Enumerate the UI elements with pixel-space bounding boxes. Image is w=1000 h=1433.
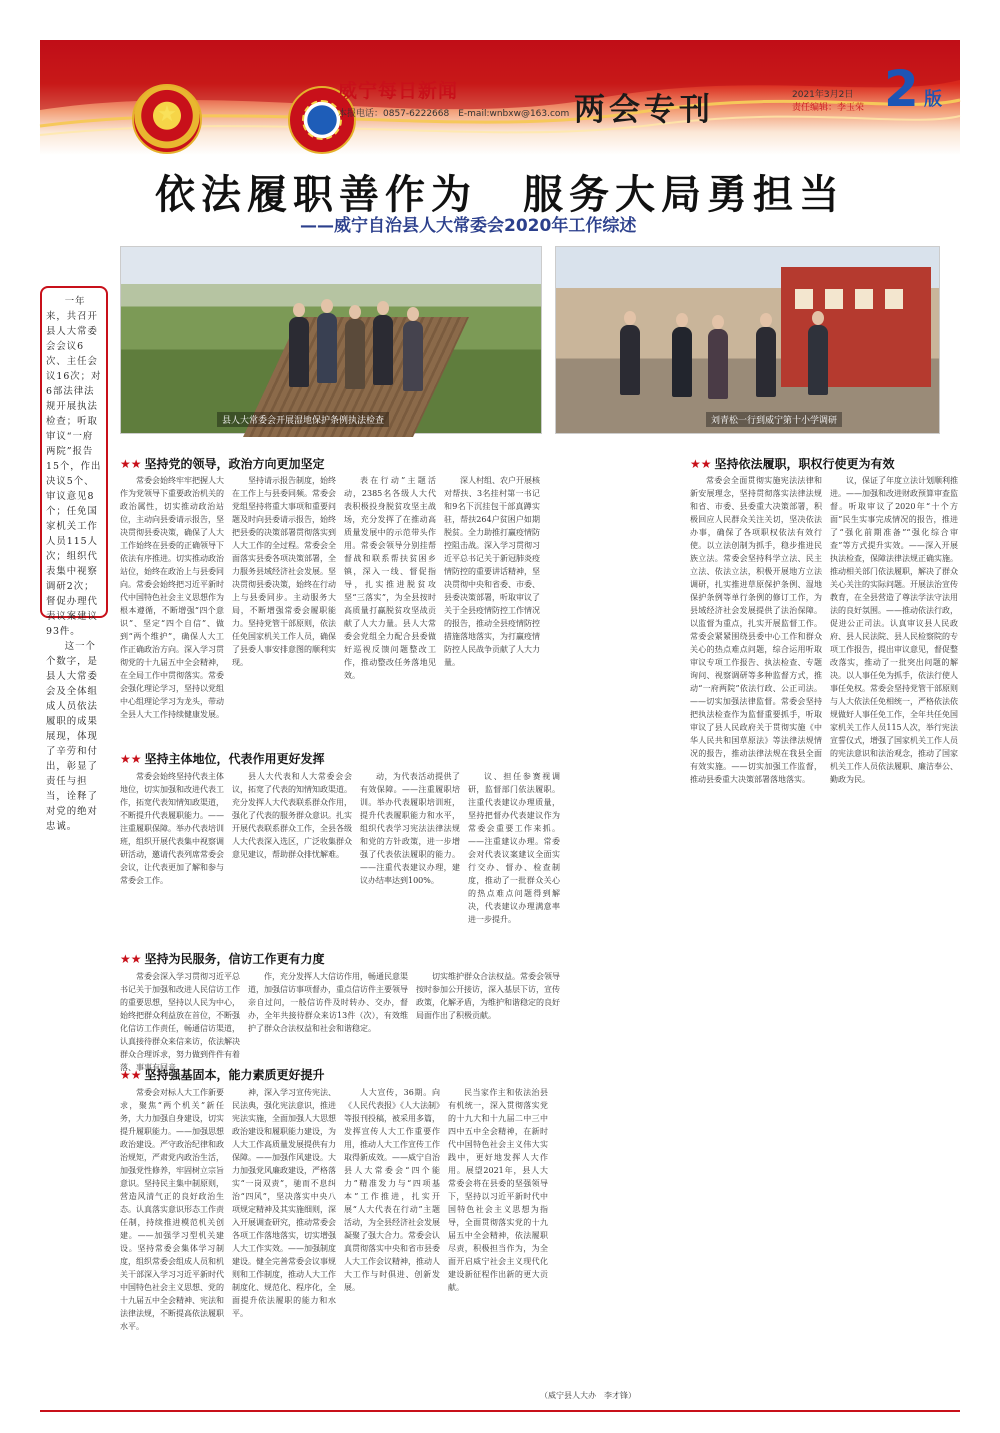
article-paragraph: 议，保证了年度立法计划顺利推进。——加强和改进财政预算审查监督。听取审议了2020年“十个方面”民生实事完成情况的报告，推进了“强化前期准备”“强化综合审查”等方式提升实效。——深入开展执法检查，保障法律法规正确实施。推动相关部门依法履职，解决了群众关心关注的实际问题。开展法治宣传教育，在全县营造了尊法学法守法用法的良好氛围。——推动依法行政，促进公正司法。认真审议县人民政府、县人民法院、县人民检察院的专项工作报告，提出审议意见，督促整改落实，推动了一批突出问题的解决。以人事任免为抓手，依法行使人事任免权。常委会坚持党管干部原则与人大依法任免相统一，严格依法依规做好人事任免工作，全年共任免国家机关工作人员115人次，举行宪法宣誓仪式，增强了国家机关工作人员的宪法意识和法治观念，推动了国家机关工作人员依法履职、廉洁奉公、勤政为民。 bbox=[830, 476, 958, 784]
person-figure bbox=[808, 325, 828, 395]
article-paragraph: 坚持请示报告制度，始终在工作上与县委同频。常委会党组坚持将重大事项和重要问题及时向县委请示报告，始终把县委的决策部署贯彻落实到人大工作的全过程。常委会全面落实县委各项决策部署，全力服务县域经济社会发展。坚决贯彻县委决策，始终在行动上与县委同步。主动服务大局，不断增强常委会履职能力。坚持党管干部原则，依法任免国家机关工作人员，确保了县委人事安排意图的顺利实现。 bbox=[232, 476, 336, 667]
article-column bbox=[690, 474, 822, 1386]
article-paragraph: 动，为代表活动提供了有效保障。——注重履职培训。举办代表履职培训班，提升代表履职能力和水平，组织代表学习宪法法律法规和党的方针政策，进一步增强了代表依法履职的能力。——注重代表建议办理，建议办结率达到100%。 bbox=[360, 772, 460, 885]
article-column bbox=[120, 770, 224, 940]
article-column bbox=[120, 474, 224, 744]
article-paragraph: 表在行动”主题活动，2385名各级人大代表积极投身脱贫攻坚主战场，充分发挥了在推动高质量发展中的示范带头作用。常委会领导分别挂帮督战和联系帮扶贫困乡镇，深入一线、督促指导，扎实推进脱贫攻坚“三落实”，为全县按时高质量打赢脱贫攻坚战贡献了人大力量。县人大常委会党组全力配合县委做好巡视反馈问题整改工作，推动整改任务落地见效。 bbox=[344, 476, 436, 680]
article-column bbox=[120, 970, 240, 1072]
article-paragraph: 神，深入学习宣传宪法、民法典，强化宪法意识，推进宪法实施，全面加强人大思想政治建设和履职能力建设，为人大工作高质量发展提供有力保障。——加强作风建设。大力加强党风廉政建设，严格落实“一岗双责”，驰而不息纠治“四风”，坚决落实中央八项规定精神及其实施细则，深入开展调查研究，推动常委会各项工作落地落实，切实增强人大工作实效。——加强制度建设。健全完善常委会议事规则和工作制度，推动人大工作制度化、规范化、程序化，全面提升依法履职的能力和水平。 bbox=[232, 1088, 336, 1318]
article-paragraph: 常委会全面贯彻实施宪法法律和新安展理念，坚持贯彻落实法律法规和省、市委、县委重大决策部署，积极回应人民群众关注关切，坚决依法办事，确保了各项职权依法有效行使。以立法创制为抓手，稳步推进民族立法。常委会坚持科学立法、民主立法、依法立法，积极开展地方立法调研，扎实推进草原保护条例、湿地保护条例等单行条例的修订工作，为县域经济社会发展提供了法治保障。以监督为重点，扎实开展监督工作。常委会紧紧围绕县委中心工作和群众关心的热点难点问题，综合运用听取审议专项工作报告、执法检查、专题询问、视察调研等多种监督方式，推动“一府两院”依法行政、公正司法。——切实加强法律监督。常委会坚持把执法检查作为监督重要抓手，听取审议了县人民政府关于贯彻实施《中华人民共和国草原法》等法律法规情况的报告，推动法律法规在我县全面有效实施。——切实加强工作监督，推动县委重大决策部署落地落实。 bbox=[690, 476, 822, 784]
section-heading bbox=[120, 1066, 325, 1083]
article-column bbox=[360, 770, 460, 940]
person-figure bbox=[373, 315, 393, 385]
sidebar-paragraph: 一年来，共召开县人大常委会会议6次、主任会议16次；对6部法律法规开展执法检查；听取审议“一府两院”报告15个，作出决议5个、审议意见8个；任免国家机关工作人员115人次；组织代表集中视察调研2次；督促办理代表议案建议93件。 bbox=[46, 296, 102, 637]
photo-caption: 刘青松一行到威宁第十小学调研 bbox=[706, 412, 842, 427]
section-title: 坚持主体地位，代表作用更好发挥 bbox=[144, 752, 325, 766]
section-heading bbox=[120, 750, 325, 767]
person-figure bbox=[672, 327, 692, 397]
person-figure bbox=[708, 329, 728, 399]
section-heading bbox=[120, 455, 325, 472]
responsible-editor: 责任编辑：李玉荣 bbox=[792, 103, 865, 113]
page-number-suffix: 版 bbox=[924, 89, 942, 110]
issue-date: 2021年3月2日 bbox=[792, 90, 854, 100]
star-icon: ★★ bbox=[120, 1068, 142, 1082]
article-paragraph: 人大宣传，36期。向《人民代表报》《人大法制》等报刊投稿，被采用多篇，发挥宣传人大工作重要作用，推动人大工作宣传工作取得新成效。——威宁自治县人大常委会“四个能力”精准发力与“四项基本”工作推进，扎实开展“人大代表在行动”主题活动，为全县经济社会发展凝聚了强大合力。常委会认真贯彻落实中央和省市县委人大工作会议精神，推动人大工作与时俱进、创新发展。 bbox=[344, 1088, 440, 1292]
main-headline: 依法履职善作为 服务大局勇担当 bbox=[155, 172, 845, 218]
sidebar-paragraph: 这一个个数字，是县人大常委会及全体组成人员依法履职的成果展现，体现了辛劳和付出，彰显了责任与担当，诠释了对党的绝对忠诚。 bbox=[46, 641, 98, 832]
star-icon: ★★ bbox=[120, 457, 142, 471]
sub-headline: ——威宁自治县人大常委会2020年工作综述 bbox=[300, 216, 637, 236]
newspaper-contact: 本报电话：0857-6222668 E-mail:wnbxw@163.com bbox=[338, 109, 570, 119]
school-visit-photo bbox=[555, 246, 940, 434]
article-paragraph: 民当家作主和依法治县有机统一，深入贯彻落实党的十九大和十九届二中三中四中五中全会精神，在新时代中国特色社会主义伟大实践中，更好地发挥人大作用。展望2021年，县人大常委会将在县委的坚强领导下，坚持以习近平新时代中国特色社会主义思想为指导，全面贯彻落实党的十九届五中全会精神，依法履职尽责，积极担当作为，为全面开启威宁社会主义现代化建设新征程作出新的更大贡献。 bbox=[448, 1088, 548, 1292]
footer-rule bbox=[40, 1410, 960, 1412]
article-column bbox=[448, 1086, 548, 1386]
article-paragraph: 作，充分发挥人大信访作用，畅通民意渠道，加强信访事项督办，重点信访件主要领导亲自过问，一般信访件及时转办、交办，督办，全年共接待群众来访13件（次），有效维护了群众合法权益和社会和谐稳定。 bbox=[248, 972, 408, 1033]
article-column bbox=[232, 474, 336, 744]
national-emblem-icon: ★ bbox=[132, 84, 202, 154]
person-figure bbox=[403, 321, 423, 391]
photo-caption: 县人大常委会开展湿地保护条例执法检查 bbox=[217, 412, 389, 427]
person-figure bbox=[620, 325, 640, 395]
school-building-graphic bbox=[781, 267, 931, 387]
article-paragraph: 常委会深入学习贯彻习近平总书记关于加强和改进人民信访工作的重要思想，坚持以人民为中心，始终把群众利益放在首位，不断强化信访工作责任，畅通信访渠道，认真接待群众来信来访，依法解决群众合理诉求，努力做到件件有着落、事事有回音。 bbox=[120, 972, 240, 1072]
author-byline: （威宁县人大办 李才锋） bbox=[540, 1391, 636, 1400]
article-paragraph: 深人村组、农户开展核对帮扶、3名挂村第一书记和9名下沉挂包干部真蹲实驻，帮扶264户贫困户如期脱贫。全力助推打赢疫情防控阻击战。深入学习贯彻习近平总书记关于新冠肺炎疫情防控的重要讲话精神，坚决贯彻中央和省委、市委、县委决策部署，听取审议了关于全县疫情防控工作情况的报告，推动全县疫情防控措施落地落实，为打赢疫情防控人民战争贡献了人大力量。 bbox=[444, 476, 540, 667]
star-icon: ★★ bbox=[120, 952, 142, 966]
wetland-inspection-photo bbox=[120, 246, 542, 434]
article-column bbox=[232, 770, 352, 940]
person-figure bbox=[345, 319, 365, 389]
special-edition-title: 两会专刊 bbox=[574, 92, 714, 128]
article-column bbox=[416, 970, 560, 1060]
section-title: 坚持党的领导，政治方向更加坚定 bbox=[144, 457, 325, 471]
star-icon: ★★ bbox=[690, 457, 712, 471]
page-number: 2 bbox=[884, 60, 919, 118]
article-paragraph: 常委会始终坚持代表主体地位，切实加强和改进代表工作，拓宽代表知情知政渠道，不断提升代表履职能力。——注重履职保障。举办代表培训班，组织开展代表集中视察调研活动，邀请代表列席常委会会议，让代表更加了解和参与常委会工作。 bbox=[120, 772, 224, 885]
article-column bbox=[120, 1086, 224, 1386]
article-paragraph: 议、担任参赛视调研，监督部门依法履职。注重代表建议办理质量，坚持把督办代表建议作为常委会重要工作来抓。——注重建议办理。常委会对代表议案建议全面实行交办、督办、检查制度，推动了一批群众关心的热点难点问题得到解决，代表建议办理满意率进一步提升。 bbox=[468, 772, 560, 924]
article-column bbox=[232, 1086, 336, 1386]
summary-sidebar bbox=[40, 286, 108, 832]
section-title: 坚持强基固本，能力素质更好提升 bbox=[144, 1068, 325, 1082]
section-heading bbox=[120, 950, 325, 967]
article-column bbox=[444, 474, 540, 744]
article-column bbox=[248, 970, 408, 1060]
section-title: 坚持为民服务，信访工作更有力度 bbox=[144, 952, 325, 966]
article-paragraph: 切实维护群众合法权益。常委会领导按时参加公开接访，深入基层下访，宣传政策，化解矛盾，为维护和谐稳定的良好局面作出了积极贡献。 bbox=[416, 972, 560, 1020]
article-paragraph: 县人大代表和人大常委会会议，拓宽了代表的知情知政渠道。充分发挥人大代表联系群众作用，强化了代表的服务群众意识。扎实开展代表联系群众工作，全县各级人大代表深入选区，广泛收集群众意见建议，帮助群众排忧解难。 bbox=[232, 772, 352, 859]
article-column bbox=[344, 474, 436, 744]
person-figure bbox=[289, 317, 309, 387]
star-icon: ★★ bbox=[120, 752, 142, 766]
article-column bbox=[468, 770, 560, 940]
section-title: 坚持依法履职，职权行使更为有效 bbox=[714, 457, 895, 471]
article-column bbox=[344, 1086, 440, 1386]
article-column bbox=[830, 474, 958, 1386]
article-paragraph: 常委会始终牢牢把握人大作为党领导下重要政治机关的政治属性，切实推动政治站位，主动向县委请示报告，坚决贯彻县委决策，确保了人大工作始终在县委的正确领导下依法有序推进。切实推动政治站位，始终在政治上与县委同向。常委会始终把习近平新时代中国特色社会主义思想作为根本遵循，不断增强“四个意识”、坚定“四个自信”、做到“两个维护”，确保人大工作正确政治方向。深入学习贯彻党的十九届五中全会精神，在全局工作中贯彻落实。常委会强化理论学习，坚持以党组中心组理论学习为龙头，带动全县人大工作持续健康发展。 bbox=[120, 476, 224, 719]
person-figure bbox=[756, 327, 776, 397]
section-heading bbox=[690, 455, 895, 472]
newspaper-name: 威宁每日新闻 bbox=[338, 80, 459, 102]
person-figure bbox=[317, 313, 337, 383]
article-paragraph: 常委会对标人大工作新要求，聚焦“两个机关”新任务，大力加强自身建设，切实提升履职能力。——加强思想政治建设。严守政治纪律和政治规矩，严肃党内政治生活，加强党性修养，牢固树立宗旨意识。坚持民主集中制原则，营造风清气正的良好政治生态。认真落实意识形态工作责任制，持续推进模范机关创建。——加强学习型机关建设。坚持常委会集体学习制度，组织常委会组成人员和机关干部深入学习习近平新时代中国特色社会主义思想、党的十九届五中全会精神、宪法和法律法规，不断提高依法履职水平。 bbox=[120, 1088, 224, 1331]
